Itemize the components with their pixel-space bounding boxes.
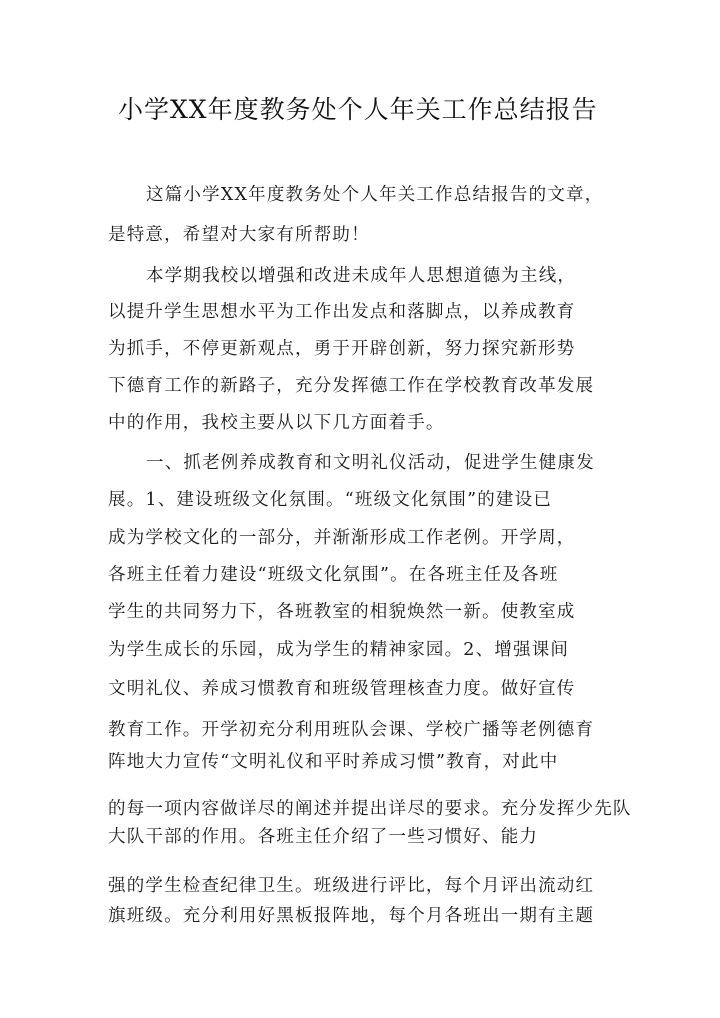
paragraph-line: 下德育工作的新路子，充分发挥德工作在学校教育改革发展 [108, 376, 595, 396]
paragraph-line: 为抓手，不停更新观点，勇于开辟创新，努力探究新形势 [108, 339, 576, 359]
paragraph-line: 文明礼仪、养成习惯教育和班级管理核查力度。做好宣传 [108, 679, 576, 699]
paragraph-line: 一、抓老例养成教育和文明礼仪活动，促进学生健康发 [146, 453, 595, 473]
paragraph-line: 这篇小学XX年度教务处个人年关工作总结报告的文章， [146, 185, 604, 205]
paragraph-line: 本学期我校以增强和改进未成年人思想道德为主线， [146, 266, 577, 286]
paragraph-line: 阵地大力宣传“文明礼仪和平时养成习惯”教育，对此中 [108, 752, 559, 772]
paragraph-line: 学生的共同努力下，各班教室的相貌焕然一新。使教室成 [108, 602, 576, 622]
paragraph-line: 展。1、建设班级文化氛围。“班级文化氛围”的建设已 [108, 490, 553, 510]
paragraph-line: 为学生成长的乐园，成为学生的精神家园。2、增强课间 [108, 640, 570, 660]
paragraph-line: 以提升学生思想水平为工作出发点和落脚点，以养成教育 [108, 302, 576, 322]
paragraph-line: 大队干部的作用。各班主任介绍了一些习惯好、能力 [108, 827, 539, 847]
paragraph-line: 强的学生检查纪律卫生。班级进行评比，每个月评出流动红 [108, 876, 595, 896]
document-title: 小学XX年度教务处个人年关工作总结报告 [118, 95, 598, 124]
paragraph-line: 教育工作。开学初充分利用班队会课、学校广播等老例德育 [108, 720, 595, 740]
paragraph-line: 是特意，希望对大家有所帮助！ [108, 225, 370, 245]
paragraph-line: 旗班级。充分利用好黑板报阵地，每个月各班出一期有主题 [108, 906, 595, 926]
paragraph-line: 成为学校文化的一部分，并渐渐形成工作老例。开学周， [108, 528, 576, 548]
paragraph-line: 中的作用，我校主要从以下几方面着手。 [108, 413, 445, 433]
paragraph-line: 的每一项内容做详尽的阐述并提出详尽的要求。充分发挥少先队 [108, 799, 632, 819]
paragraph-line: 各班主任着力建设“班级文化氛围”。在各班主任及各班 [108, 565, 559, 585]
